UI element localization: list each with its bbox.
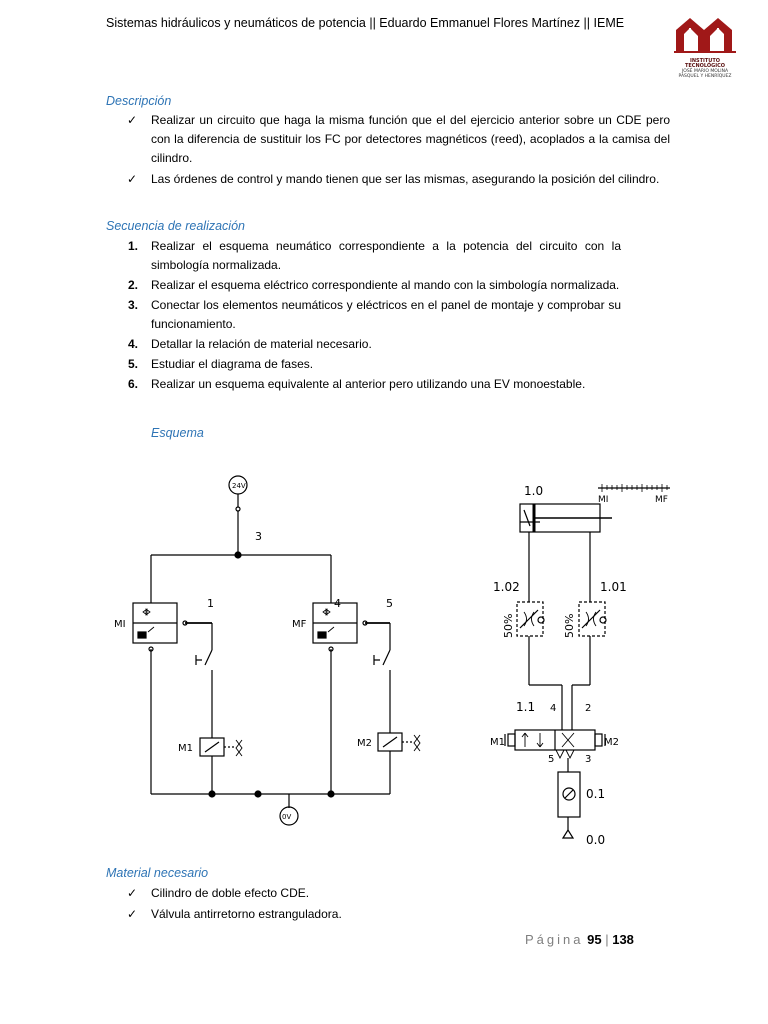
list-item: 1. Realizar el esquema neumático correspondiente a la potencia del circuito con la simbología normalizada. (128, 239, 621, 272)
pressure-source-0-0 (563, 830, 573, 838)
label-port-5: 5 (548, 754, 555, 765)
label-coil-m1: M1 (178, 743, 193, 754)
list-item: 3. Conectar los elementos neumáticos y eléctricos en el panel de montaje y comprobar su funcionamiento. (128, 298, 621, 331)
label-pct-left: 50% (502, 613, 515, 638)
label-port-2: 2 (585, 703, 592, 714)
list-item: 6. Realizar un esquema equivalente al anterior pero utilizando una EV monoestable. (128, 377, 586, 391)
label-port-4: 4 (550, 703, 557, 714)
list-item: 4. Detallar la relación de material necesario. (128, 337, 372, 351)
checkmark-icon: ✓ (127, 886, 138, 900)
label-24v: 24V (232, 482, 246, 490)
label-coil-m2: M2 (357, 738, 372, 749)
logo-line-2: JOSÉ MARIO MOLINA (681, 69, 729, 74)
material-list (106, 884, 670, 926)
label-throttle-1-01: 1.01 (600, 580, 627, 594)
label-node-1: 1 (207, 597, 214, 610)
throttle-valve-1-01 (579, 602, 605, 636)
list-item: ✓ Realizar un circuito que haga la misma función que el del ejercicio anterior sobre un CDE pero con la diferencia de sustituir los FC por detectores magnéticos (reed), acoplados a la camisa del cilindro. (127, 113, 670, 165)
page-total: 138 (612, 932, 634, 947)
label-port-3: 3 (585, 754, 592, 765)
checkmark-icon: ✓ (127, 172, 138, 186)
page-separator: | (605, 932, 609, 947)
esquema-title: Esquema (151, 426, 204, 440)
material-title: Material necesario (106, 866, 209, 880)
label-source-0-0: 0.0 (586, 833, 606, 847)
checkmark-icon: ✓ (127, 113, 138, 127)
page-word: Página (525, 932, 584, 947)
list-item: ✓ Cilindro de doble efecto CDE. (106, 884, 670, 903)
label-sensor-mf: MF (292, 619, 307, 630)
label-valve-1-1: 1.1 (516, 700, 536, 714)
label-node-5: 5 (386, 597, 393, 610)
logo-line-1: INSTITUTO TECNOLÓGICO (684, 58, 726, 69)
page-number: 95 (587, 932, 602, 947)
list-item: 2. Realizar el esquema eléctrico correspondiente al mando con la simbología normalizada. (128, 278, 620, 292)
logo-line-3: PASQUEL Y HENRÍQUEZ (678, 74, 732, 79)
label-throttle-1-02: 1.02 (493, 580, 520, 594)
list-item: ✓ Las órdenes de control y mando tienen que ser las mismas, asegurando la posición del cilindro. (106, 170, 670, 189)
descripcion-title: Descripción (106, 94, 172, 108)
page-header: Sistemas hidráulicos y neumáticos de potencia || Eduardo Emmanuel Flores Martínez || IEME (106, 16, 625, 30)
list-item: ✓ Válvula antirretorno estranguladora. (106, 905, 670, 924)
label-scale-mf: MF (655, 495, 668, 505)
page-footer (525, 932, 634, 947)
label-frl-0-1: 0.1 (586, 787, 606, 801)
secuencia-title: Secuencia de realización (106, 219, 245, 233)
throttle-valve-1-02 (517, 602, 543, 636)
list-item: 5. Estudiar el diagrama de fases. (128, 357, 314, 371)
label-sol-m2: M2 (604, 737, 619, 748)
label-node-4: 4 (334, 597, 341, 610)
label-node-3: 3 (255, 530, 262, 543)
label-0v: 0V (282, 813, 292, 821)
label-pct-right: 50% (563, 613, 576, 638)
label-cylinder: 1.0 (524, 484, 544, 498)
label-scale-mi: MI (598, 495, 609, 505)
label-sol-m1: M1 (490, 737, 505, 748)
label-sensor-mi: MI (114, 619, 126, 630)
checkmark-icon: ✓ (127, 907, 138, 921)
